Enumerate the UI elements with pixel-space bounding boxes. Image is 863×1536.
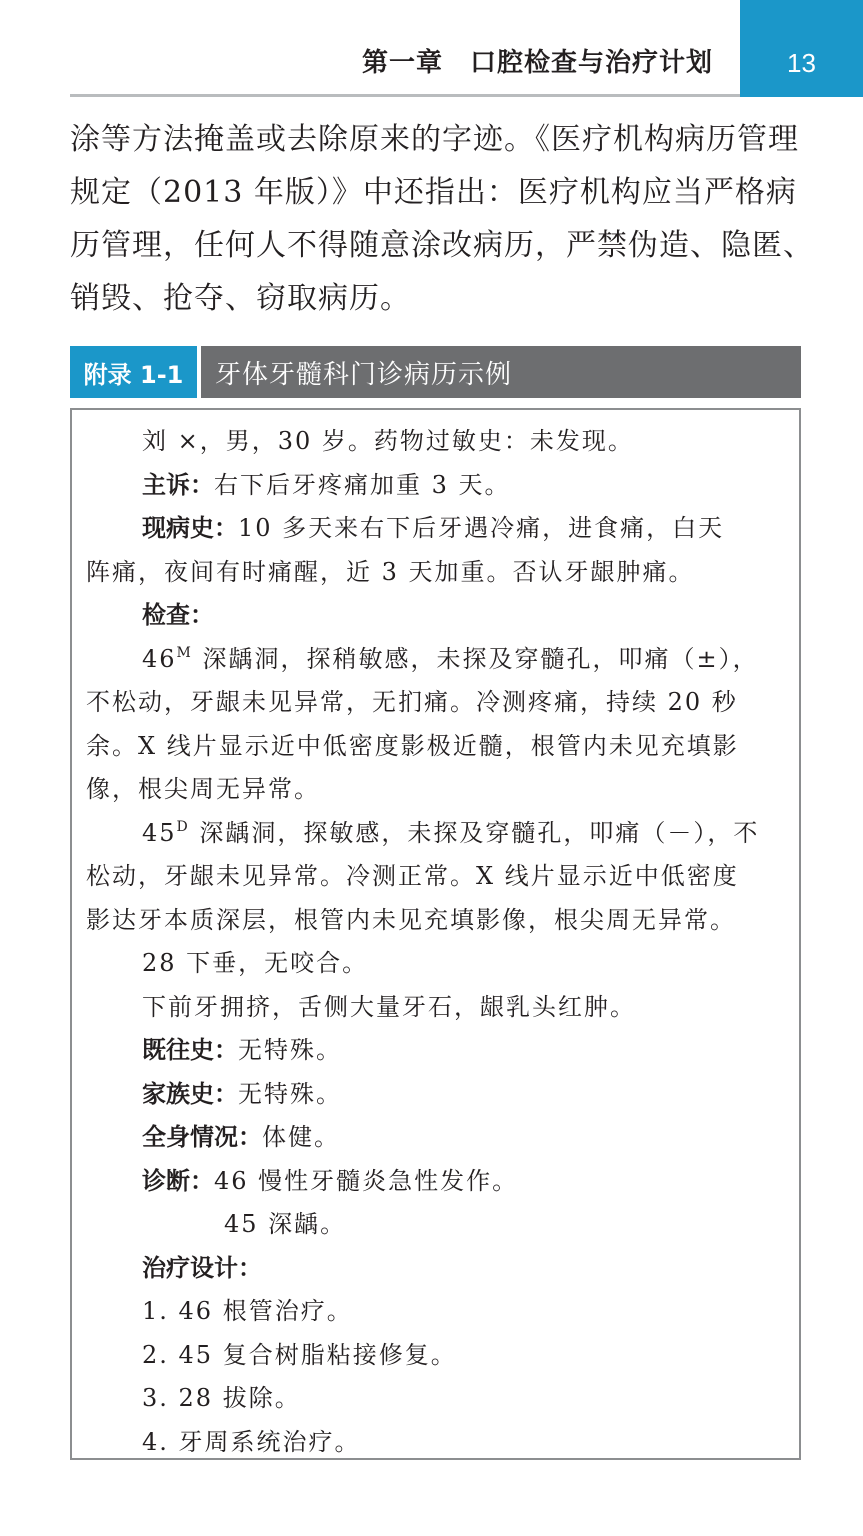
intro-line: 涂等方法掩盖或去除原来的字迹。《医疗机构病历管理 — [70, 122, 799, 157]
appendix-header — [70, 346, 801, 398]
present-history — [86, 507, 785, 551]
anterior-exam: 下前牙拥挤，舌侧大量牙石，龈乳头红肿。 — [142, 992, 636, 1021]
tooth-45-number: 45 — [142, 818, 177, 847]
plan-item: 2. 45 复合树脂粘接修复。 — [142, 1340, 457, 1369]
appendix-tag: 附录 1-1 — [70, 346, 197, 398]
diagnosis-label: 诊断： — [142, 1166, 214, 1195]
chief-complaint — [86, 464, 785, 508]
history-text: 10 多天来右下后牙遇冷痛，进食痛，白天 — [238, 514, 725, 542]
tooth-46-surface: M — [176, 644, 193, 661]
tooth-45-text-cont: 松动，牙龈未见异常。冷测正常。X 线片显示近中低密度 — [86, 862, 739, 890]
family-history — [86, 1073, 785, 1117]
exam-label: 检查： — [142, 601, 214, 629]
tooth-46-number: 46 — [142, 644, 177, 673]
diagnosis-text: 46 慢性牙髓炎急性发作。 — [214, 1166, 519, 1195]
tooth-45-text-cont: 影达牙本质深层，根管内未见充填影像，根尖周无异常。 — [86, 905, 736, 934]
chapter-title: 第一章 口腔检查与治疗计划 — [361, 48, 713, 78]
family-text: 无特殊。 — [238, 1079, 342, 1108]
plan-item: 1. 46 根管治疗。 — [142, 1297, 353, 1325]
medical-record-box — [70, 408, 801, 1460]
page-number-badge — [740, 0, 863, 97]
intro-line: 历管理，任何人不得随意涂改病历，严禁伪造、隐匿、 — [70, 228, 814, 263]
complaint-text: 右下后牙疼痛加重 3 天。 — [214, 470, 511, 499]
general-label: 全身情况： — [142, 1123, 262, 1151]
complaint-label: 主诉： — [142, 470, 214, 499]
past-text: 无特殊。 — [238, 1036, 342, 1064]
tooth-46-text-cont: 不松动，牙龈未见异常，无扪痛。冷测疼痛，持续 20 秒 — [86, 688, 738, 716]
exam-heading — [86, 594, 785, 638]
history-text-cont: 阵痛，夜间有时痛醒，近 3 天加重。否认牙龈肿痛。 — [86, 557, 695, 586]
page-number: 13 — [787, 48, 816, 78]
appendix-title: 牙体牙髓科门诊病历示例 — [201, 346, 801, 398]
general-condition — [86, 1116, 785, 1160]
general-text: 体健。 — [262, 1123, 340, 1151]
tooth-46-text-cont: 余。X 线片显示近中低密度影极近髓，根管内未见充填影 — [86, 731, 739, 760]
diagnosis — [86, 1160, 785, 1204]
history-label: 现病史： — [142, 514, 238, 542]
intro-line: 规定（2013 年版）》中还指出：医疗机构应当严格病 — [70, 175, 797, 210]
tooth-28-exam: 28 下垂，无咬合。 — [142, 949, 369, 977]
plan-label: 治疗设计： — [142, 1253, 262, 1282]
intro-line: 销毁、抢夺、窃取病历。 — [70, 281, 411, 316]
diagnosis-text-cont: 45 深龋。 — [224, 1210, 347, 1238]
tooth-46-text-cont: 像，根尖周无异常。 — [86, 775, 320, 803]
family-label: 家族史： — [142, 1079, 238, 1108]
plan-item: 4. 牙周系统治疗。 — [142, 1427, 361, 1456]
header-divider — [70, 94, 740, 97]
past-label: 既往史： — [142, 1036, 238, 1064]
tooth-46-text: 深龋洞，探稍敏感，未探及穿髓孔，叩痛（±）， — [192, 644, 759, 673]
intro-paragraph — [70, 113, 814, 325]
past-history — [86, 1029, 785, 1073]
treatment-plan-heading — [86, 1247, 785, 1291]
patient-info: 刘 ×，男，30 岁。药物过敏史：未发现。 — [142, 427, 634, 455]
tooth-46-exam — [86, 638, 785, 682]
tooth-45-text: 深龋洞，探敏感，未探及穿髓孔，叩痛（－），不 — [189, 818, 760, 847]
plan-item: 3. 28 拔除。 — [142, 1384, 301, 1412]
tooth-45-exam — [86, 812, 785, 856]
tooth-45-surface: D — [176, 818, 190, 835]
